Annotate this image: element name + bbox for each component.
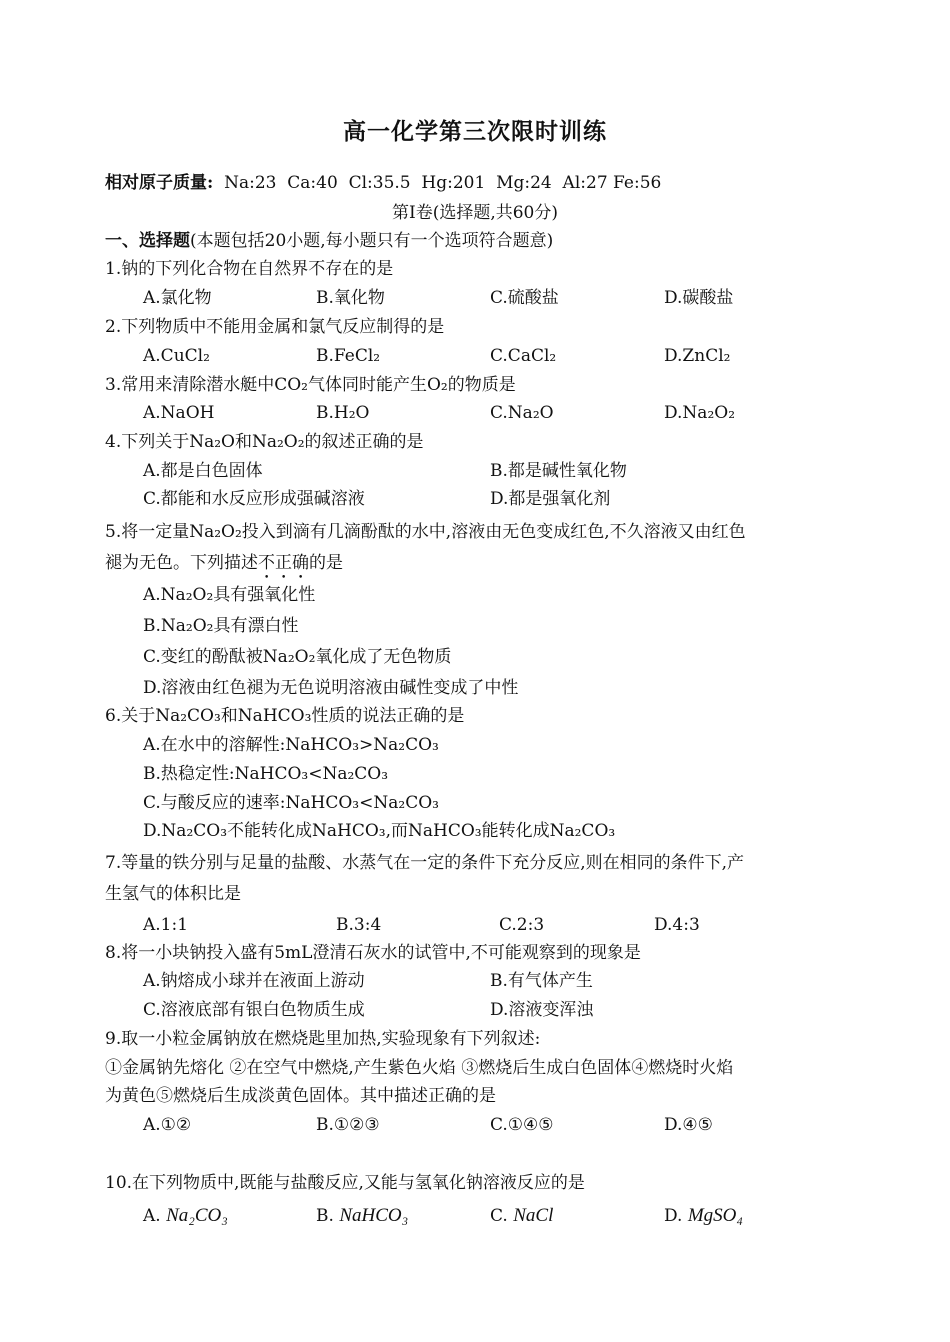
atomic-mass-label: 相对原子质量: xyxy=(105,173,214,193)
q10-option-a-formula: Na₂CO₃ xyxy=(166,1205,228,1226)
q10-option-c xyxy=(490,1205,553,1227)
q5-option-c: C.变红的酚酞被Na₂O₂氧化成了无色物质 xyxy=(143,647,452,667)
q10-option-a-letter: A. xyxy=(143,1206,161,1226)
q2-option-a: A.CuCl₂ xyxy=(143,346,210,366)
q10-option-d-formula: MgSO₄ xyxy=(687,1205,743,1226)
q7-stem-line1: 7.等量的铁分别与足量的盐酸、水蒸气在一定的条件下充分反应,则在相同的条件下,产 xyxy=(105,853,745,873)
q10-stem: 10.在下列物质中,既能与盐酸反应,又能与氢氧化钠溶液反应的是 xyxy=(105,1173,585,1193)
q1-option-b: B.氧化物 xyxy=(316,288,385,308)
q10-option-c-letter: C. xyxy=(490,1206,508,1226)
q9-option-d: D.④⑤ xyxy=(664,1115,713,1135)
q6-option-d: D.Na₂CO₃不能转化成NaHCO₃,而NaHCO₃能转化成Na₂CO₃ xyxy=(143,821,616,841)
q2-option-b: B.FeCl₂ xyxy=(316,346,381,366)
q4-option-a: A.都是白色固体 xyxy=(143,461,263,481)
page-title: 高一化学第三次限时训练 xyxy=(343,118,607,145)
q10-option-b xyxy=(316,1205,408,1227)
q5-stem-line2 xyxy=(105,552,343,583)
q7-option-a: A.1:1 xyxy=(143,915,189,935)
q2-option-c: C.CaCl₂ xyxy=(490,346,557,366)
q8-option-d: D.溶液变浑浊 xyxy=(490,1000,594,1020)
q10-option-a xyxy=(143,1205,228,1227)
q5-stem-line1: 5.将一定量Na₂O₂投入到滴有几滴酚酞的水中,溶液由无色变成红色,不久溶液又由红色 xyxy=(105,522,746,542)
q7-option-d: D.4:3 xyxy=(654,915,700,935)
section-heading: 一、选择题 xyxy=(105,231,190,251)
q9-option-b: B.①②③ xyxy=(316,1115,380,1135)
q1-stem: 1.钠的下列化合物在自然界不存在的是 xyxy=(105,259,394,279)
q9-statements-line2: 为黄色⑤燃烧后生成淡黄色固体。其中描述正确的是 xyxy=(105,1086,496,1106)
q9-stem: 9.取一小粒金属钠放在燃烧匙里加热,实验现象有下列叙述: xyxy=(105,1029,541,1049)
q2-stem: 2.下列物质中不能用金属和氯气反应制得的是 xyxy=(105,317,445,337)
section-note: (本题包括20小题,每小题只有一个选项符合题意) xyxy=(190,231,554,251)
q10-option-d-letter: D. xyxy=(664,1206,683,1226)
q1-option-a: A.氯化物 xyxy=(143,288,212,308)
volume-header: 第Ⅰ卷(选择题,共60分) xyxy=(391,203,558,223)
q1-option-d: D.碳酸盐 xyxy=(664,288,734,308)
q4-stem: 4.下列关于Na₂O和Na₂O₂的叙述正确的是 xyxy=(105,432,424,452)
q4-option-b: B.都是碱性氧化物 xyxy=(490,461,627,481)
atomic-mass-line xyxy=(105,172,661,194)
q4-option-d: D.都是强氧化剂 xyxy=(490,489,611,509)
q8-option-b: B.有气体产生 xyxy=(490,971,593,991)
q3-option-b: B.H₂O xyxy=(316,403,370,423)
q7-option-b: B.3:4 xyxy=(336,915,382,935)
q3-option-d: D.Na₂O₂ xyxy=(664,403,736,423)
q9-statements-line1: ①金属钠先熔化 ②在空气中燃烧,产生紫色火焰 ③燃烧后生成白色固体④燃烧时火焰 xyxy=(105,1058,734,1078)
q4-option-c: C.都能和水反应形成强碱溶液 xyxy=(143,489,365,509)
q5-stem-post: 的是 xyxy=(309,553,343,573)
q3-option-c: C.Na₂O xyxy=(490,403,554,423)
q8-option-c: C.溶液底部有银白色物质生成 xyxy=(143,1000,365,1020)
q5-option-a: A.Na₂O₂具有强氧化性 xyxy=(143,585,316,605)
q10-option-b-formula: NaHCO₃ xyxy=(339,1205,409,1226)
q5-stem-emphasis: 不正确 xyxy=(258,553,309,573)
q3-option-a: A.NaOH xyxy=(143,403,215,423)
q6-stem: 6.关于Na₂CO₃和NaHCO₃性质的说法正确的是 xyxy=(105,706,465,726)
q2-option-d: D.ZnCl₂ xyxy=(664,346,731,366)
q8-stem: 8.将一小块钠投入盛有5mL澄清石灰水的试管中,不可能观察到的现象是 xyxy=(105,943,641,963)
q9-option-a: A.①② xyxy=(143,1115,192,1135)
section-heading-line xyxy=(105,230,553,252)
q5-option-b: B.Na₂O₂具有漂白性 xyxy=(143,616,299,636)
q7-stem-line2: 生氢气的体积比是 xyxy=(105,884,241,904)
q7-option-c: C.2:3 xyxy=(499,915,545,935)
q8-option-a: A.钠熔成小球并在液面上游动 xyxy=(143,971,365,991)
q10-option-c-formula: NaCl xyxy=(513,1205,554,1226)
atomic-mass-values: Na:23 Ca:40 Cl:35.5 Hg:201 Mg:24 Al:27 Fe:56 xyxy=(224,173,662,193)
q6-option-a: A.在水中的溶解性:NaHCO₃>Na₂CO₃ xyxy=(143,735,439,755)
q6-option-c: C.与酸反应的速率:NaHCO₃<Na₂CO₃ xyxy=(143,793,439,813)
q6-option-b: B.热稳定性:NaHCO₃<Na₂CO₃ xyxy=(143,764,389,784)
q10-option-b-letter: B. xyxy=(316,1206,334,1226)
q3-stem: 3.常用来清除潜水艇中CO₂气体同时能产生O₂的物质是 xyxy=(105,375,516,395)
q10-option-d xyxy=(664,1205,743,1227)
q1-option-c: C.硫酸盐 xyxy=(490,288,559,308)
q5-stem-pre: 褪为无色。下列描述 xyxy=(105,553,258,573)
q9-option-c: C.①④⑤ xyxy=(490,1115,554,1135)
q5-option-d: D.溶液由红色褪为无色说明溶液由碱性变成了中性 xyxy=(143,678,519,698)
